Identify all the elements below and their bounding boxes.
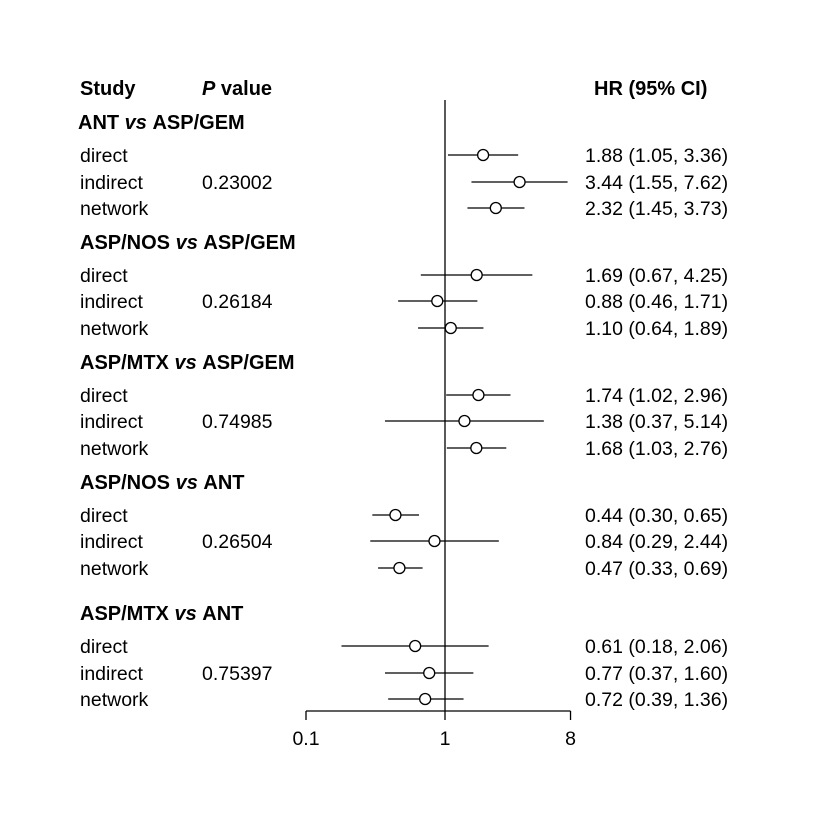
x-tick-label: 0.1 [292, 728, 320, 750]
p-value: 0.75397 [202, 663, 273, 685]
header-study: Study [80, 78, 136, 100]
hr-ci-text: 0.47 (0.33, 0.69) [585, 558, 729, 580]
hr-point [429, 536, 440, 547]
hr-ci-text: 1.68 (1.03, 2.76) [585, 438, 729, 460]
group-title [80, 603, 243, 625]
row-label: direct [80, 505, 128, 527]
row-label: network [80, 689, 149, 711]
x-tick-label: 1 [439, 728, 451, 750]
row-label: direct [80, 145, 128, 167]
row-label: indirect [80, 291, 143, 313]
header-p-rest: value [215, 78, 273, 100]
row-label: indirect [80, 172, 143, 194]
row-label: direct [80, 385, 128, 407]
group-title-part: ASP/NOS [80, 472, 176, 494]
row-label: direct [80, 265, 128, 287]
hr-point [424, 668, 435, 679]
x-tick-label: 8 [565, 728, 576, 750]
hr-ci-text: 1.38 (0.37, 5.14) [585, 411, 729, 433]
hr-point [473, 390, 484, 401]
hr-point [420, 694, 431, 705]
p-value: 0.26184 [202, 291, 273, 313]
hr-ci-text: 1.74 (1.02, 2.96) [585, 385, 729, 407]
hr-point [471, 270, 482, 281]
row-label: indirect [80, 531, 143, 553]
group-title-part: ASP/NOS [80, 232, 176, 254]
hr-point [410, 641, 421, 652]
group-title-part: vs [175, 472, 198, 494]
comparison-group [80, 472, 728, 580]
group-title-part: vs [174, 603, 197, 625]
row-label: indirect [80, 663, 143, 685]
hr-ci-text: 0.72 (0.39, 1.36) [585, 689, 729, 711]
hr-ci-text: 3.44 (1.55, 7.62) [585, 172, 729, 194]
row-label: network [80, 558, 149, 580]
hr-point [394, 563, 405, 574]
hr-ci-text: 1.88 (1.05, 3.36) [585, 145, 729, 167]
p-value: 0.26504 [202, 531, 273, 553]
hr-point [432, 296, 443, 307]
row-label: network [80, 318, 149, 340]
row-label: network [80, 198, 149, 220]
group-title-part: ANT [196, 603, 244, 625]
group-title-part: ASP/MTX [80, 603, 175, 625]
row-label: network [80, 438, 149, 460]
hr-ci-text: 2.32 (1.45, 3.73) [585, 198, 729, 220]
group-title [80, 352, 295, 374]
hr-point [390, 510, 401, 521]
x-axis [292, 711, 576, 750]
hr-ci-text: 0.44 (0.30, 0.65) [585, 505, 729, 527]
group-title-part: ANT [197, 472, 245, 494]
comparison-group [80, 352, 728, 460]
group-title-part: ASP/MTX [80, 352, 175, 374]
row-label: direct [80, 636, 128, 658]
hr-point [478, 150, 489, 161]
hr-ci-text: 0.77 (0.37, 1.60) [585, 663, 729, 685]
hr-point [471, 443, 482, 454]
hr-ci-text: 1.10 (0.64, 1.89) [585, 318, 729, 340]
hr-ci-text: 0.61 (0.18, 2.06) [585, 636, 729, 658]
hr-point [514, 177, 525, 188]
header-p-italic: P [202, 78, 216, 100]
hr-point [490, 203, 501, 214]
group-title [80, 472, 245, 494]
group-title [80, 232, 296, 254]
p-value: 0.23002 [202, 172, 273, 194]
hr-point [459, 416, 470, 427]
header-hr-ci: HR (95% CI) [594, 78, 708, 100]
group-title [78, 112, 245, 134]
group-title-part: vs [174, 352, 197, 374]
group-title-part: vs [124, 112, 147, 134]
row-label: indirect [80, 411, 143, 433]
hr-ci-text: 0.88 (0.46, 1.71) [585, 291, 729, 313]
comparison-group [78, 112, 728, 220]
group-title-part: ASP/GEM [196, 352, 295, 374]
comparison-group [80, 232, 728, 340]
group-title-part: vs [175, 232, 198, 254]
group-title-part: ASP/GEM [146, 112, 245, 134]
hr-ci-text: 0.84 (0.29, 2.44) [585, 531, 729, 553]
group-title-part: ASP/GEM [197, 232, 296, 254]
hr-ci-text: 1.69 (0.67, 4.25) [585, 265, 729, 287]
comparison-group [80, 603, 728, 711]
comparison-groups [78, 112, 728, 711]
hr-point [445, 323, 456, 334]
group-title-part: ANT [78, 112, 125, 134]
p-value: 0.74985 [202, 411, 273, 433]
header-p-value [202, 78, 272, 100]
